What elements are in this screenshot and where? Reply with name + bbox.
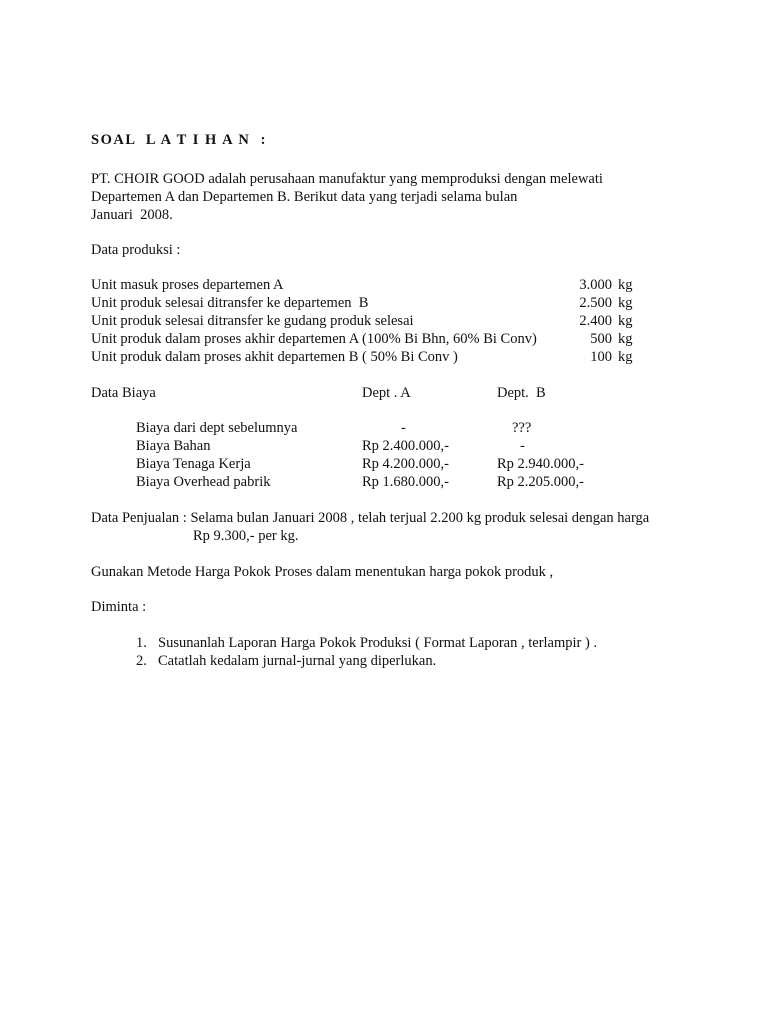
task-number: 1. — [136, 635, 147, 651]
production-row-qty: 3.000 — [579, 277, 612, 293]
cost-row-label: Biaya Overhead pabrik — [136, 474, 271, 490]
cost-row-dept-b: ??? — [512, 420, 532, 436]
cost-row-dept-b: Rp 2.940.000,- — [497, 456, 584, 472]
cost-row-dept-a: Rp 2.400.000,- — [362, 438, 449, 454]
intro-line-1: PT. CHOIR GOOD adalah perusahaan manufaktur yang memproduksi dengan melewati — [91, 171, 603, 187]
sales-line-2: Rp 9.300,- per kg. — [193, 528, 299, 544]
cost-row-label: Biaya Tenaga Kerja — [136, 456, 251, 472]
intro-line-2: Departemen A dan Departemen B. Berikut data yang terjadi selama bulan — [91, 189, 518, 205]
intro-line-3: Januari 2008. — [91, 207, 173, 223]
production-row-label: Unit masuk proses departemen A — [91, 277, 284, 293]
production-row-unit: kg — [618, 313, 633, 329]
cost-table-heading: Data Biaya — [91, 385, 156, 401]
production-row-unit: kg — [618, 277, 633, 293]
cost-row-dept-a: Rp 1.680.000,- — [362, 474, 449, 490]
production-heading: Data produksi : — [91, 242, 181, 258]
production-row-label: Unit produk selesai ditransfer ke departemen B — [91, 295, 369, 311]
production-row-qty: 2.500 — [579, 295, 612, 311]
cost-row-dept-b: - — [520, 438, 525, 454]
cost-row-label: Biaya Bahan — [136, 438, 211, 454]
cost-row-dept-a: Rp 4.200.000,- — [362, 456, 449, 472]
cost-table-col-a: Dept . A — [362, 385, 411, 401]
production-row-unit: kg — [618, 331, 633, 347]
requested-heading: Diminta : — [91, 599, 147, 615]
cost-row-dept-a: - — [401, 420, 406, 436]
task-text: Susunanlah Laporan Harga Pokok Produksi ( Format Laporan , terlampir ) . — [158, 635, 598, 651]
method-instruction: Gunakan Metode Harga Pokok Proses dalam menentukan harga pokok produk , — [91, 564, 554, 580]
task-number: 2. — [136, 653, 147, 669]
cost-row-dept-b: Rp 2.205.000,- — [497, 474, 584, 490]
cost-row-label: Biaya dari dept sebelumnya — [136, 420, 298, 436]
production-row-qty: 100 — [590, 349, 612, 365]
production-row-label: Unit produk dalam proses akhit departemen B ( 50% Bi Conv ) — [91, 349, 458, 365]
production-row-unit: kg — [618, 295, 633, 311]
production-row-label: Unit produk selesai ditransfer ke gudang produk selesai — [91, 313, 414, 329]
production-row-label: Unit produk dalam proses akhir departemen A (100% Bi Bhn, 60% Bi Conv) — [91, 331, 537, 347]
production-row-qty: 2.400 — [579, 313, 612, 329]
document-title: SOAL L A T I H A N : — [91, 132, 267, 148]
cost-table-col-b: Dept. B — [497, 385, 546, 401]
production-row-unit: kg — [618, 349, 633, 365]
production-row-qty: 500 — [590, 331, 612, 347]
sales-line-1: Data Penjualan : Selama bulan Januari 2008 , telah terjual 2.200 kg produk selesai dengan harga — [91, 510, 650, 526]
task-text: Catatlah kedalam jurnal-jurnal yang diperlukan. — [158, 653, 437, 669]
